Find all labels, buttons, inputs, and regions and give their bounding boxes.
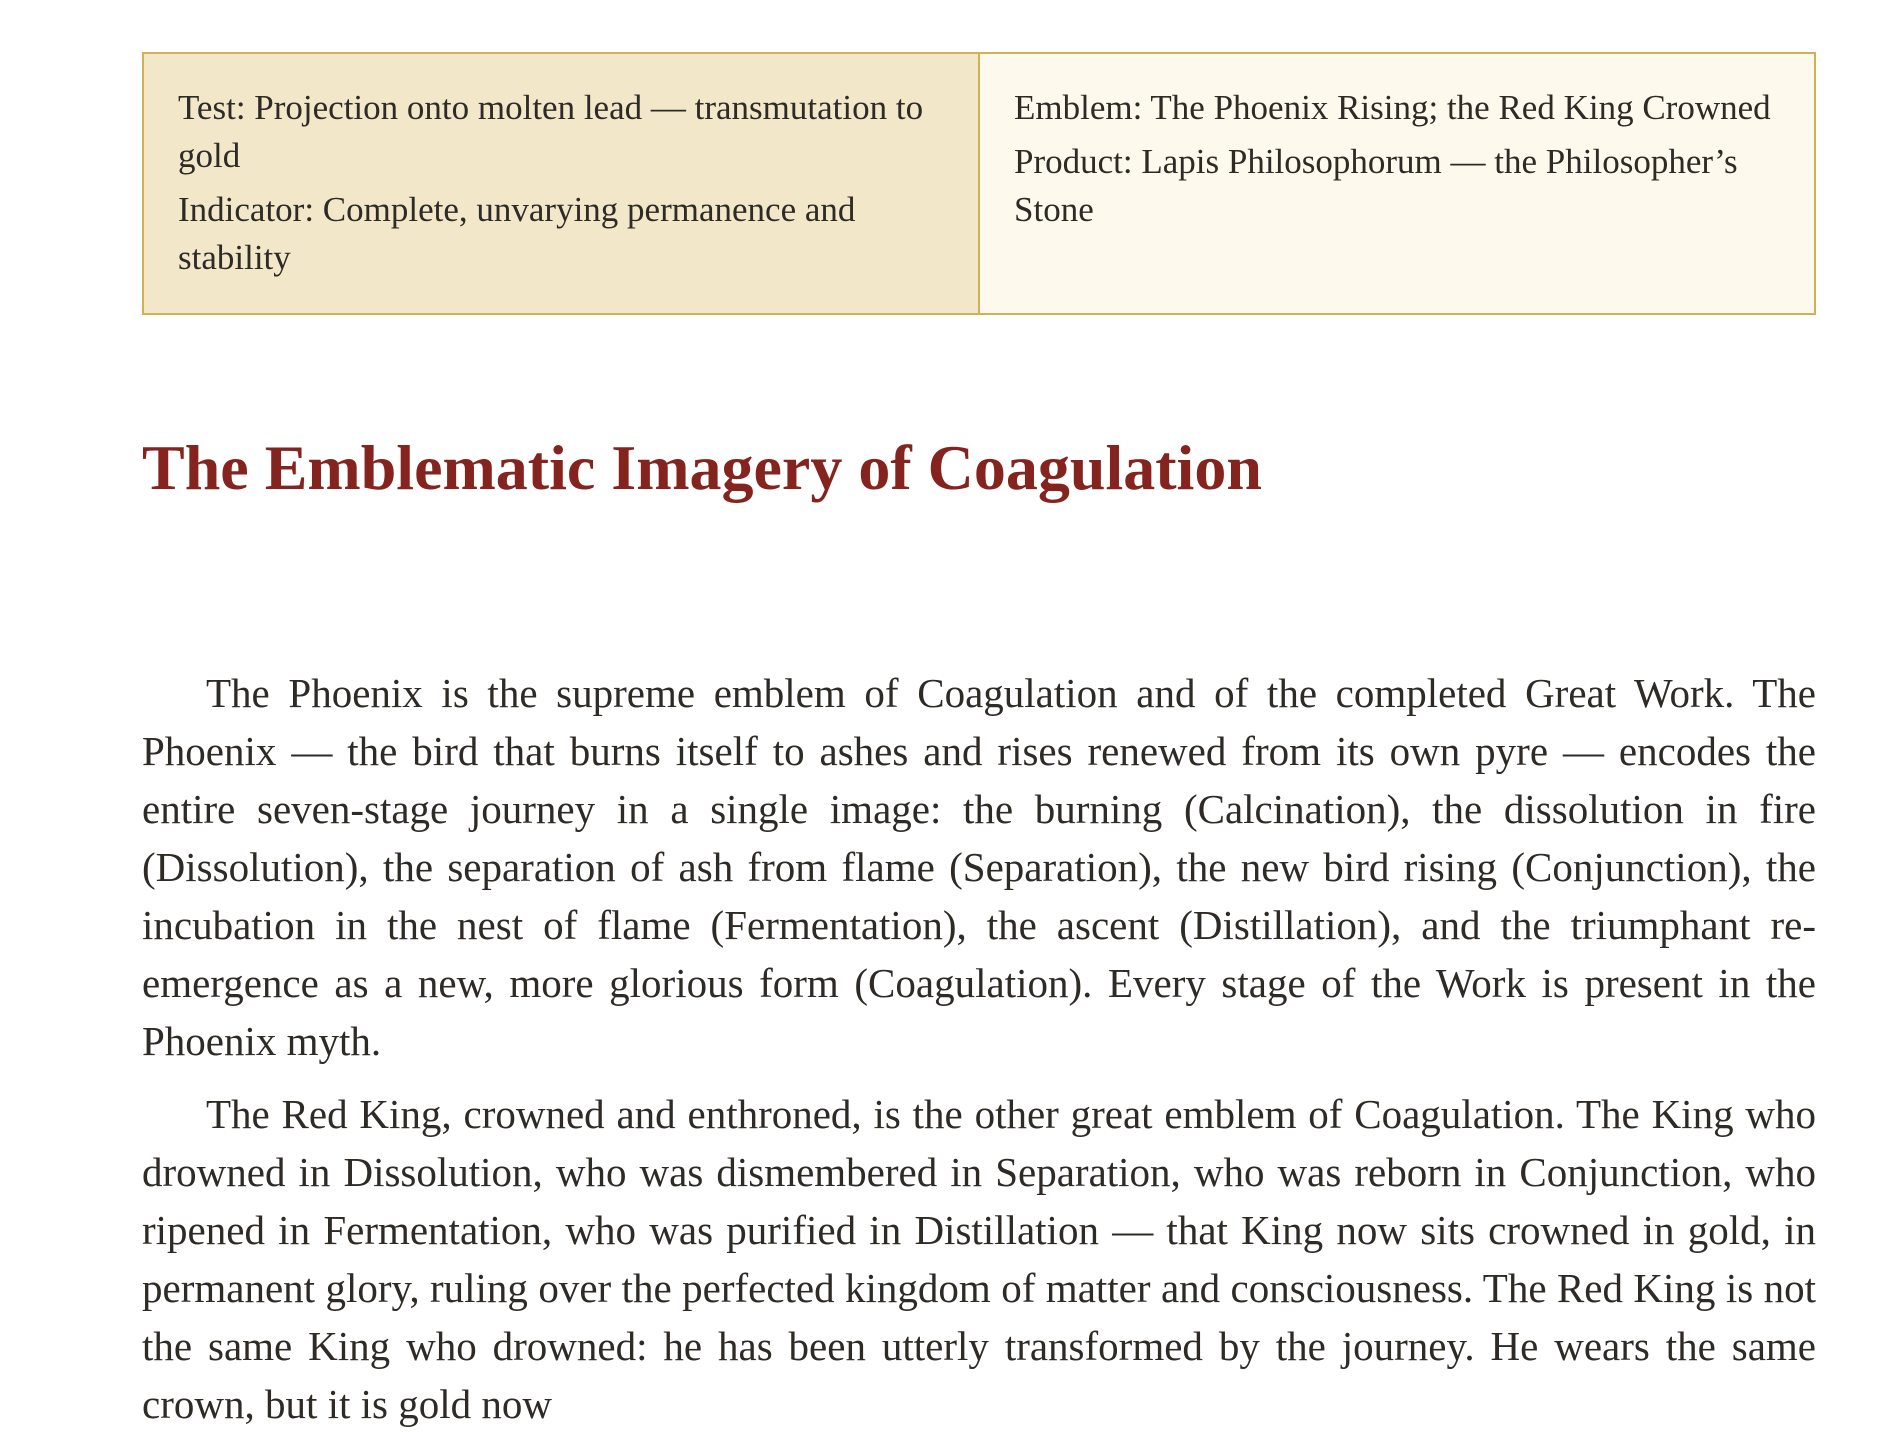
document-page (142, 52, 1816, 1427)
body-paragraph: The Red King, crowned and enthroned, is the other great emblem of Coagulation. The King who drowned in Dissolution, who was dismembered in Separation, who was reborn in Conjunction, who ripened in Fermentation, who was purified in Distillation — that King now sits crowned in gold, in permanent glory, ruling over the perfected kingdom of matter and consciousness. The Red King is not the same King who drowned: he has been utterly transformed by the journey. He wears the same crown, but it is gold now (142, 1091, 1816, 1427)
info-box-right-cell (980, 54, 1814, 313)
indicator-line: Indicator: Complete, unvarying permanence and stability (178, 190, 856, 277)
test-line: Test: Projection onto molten lead — transmutation to gold (178, 88, 924, 175)
emblem-line: Emblem: The Phoenix Rising; the Red King Crowned (1014, 88, 1771, 127)
product-line: Product: Lapis Philosophorum — the Philosopher’s Stone (1014, 142, 1738, 229)
info-box-left-cell (144, 54, 980, 313)
body-paragraph: The Phoenix is the supreme emblem of Coagulation and of the completed Great Work. The Phoenix — the bird that burns itself to ashes and rises renewed from its own pyre — encodes the entire seven-stage journey in a single image: the burning (Calcination), the dissolution in fire (Dissolution), the separation of ash from flame (Separation), the new bird rising (Conjunction), the incubation in the nest of flame (Fermentation), the ascent (Distillation), and the triumphant re-emergence as a new, more glorious form (Coagulation). Every stage of the Work is present in the Phoenix myth. (142, 670, 1816, 1064)
stage-info-box (142, 52, 1816, 315)
section-body (142, 664, 1816, 1448)
section-heading: The Emblematic Imagery of Coagulation (142, 432, 1262, 503)
